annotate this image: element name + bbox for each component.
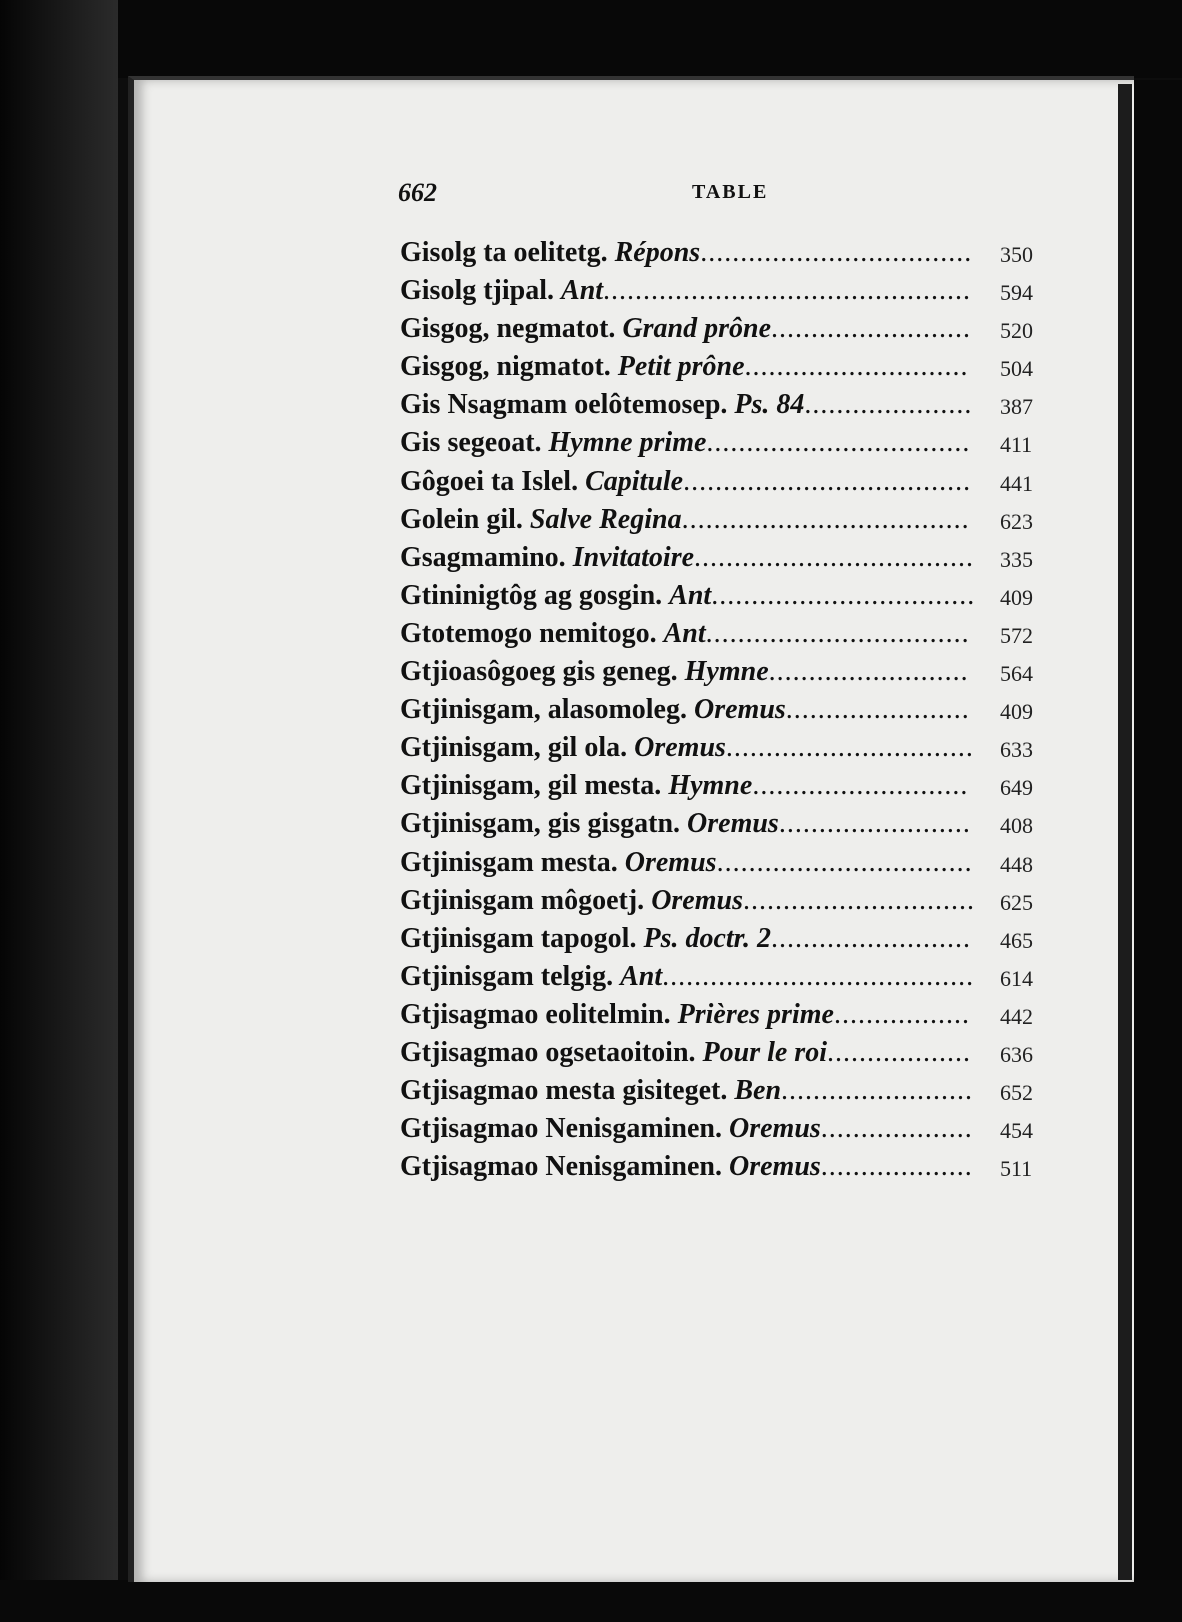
entry-reference: Oremus <box>687 808 779 840</box>
entry-title <box>400 958 974 996</box>
entry-page-number: 350 <box>1000 242 1033 267</box>
entry-page-number: 504 <box>1000 356 1033 382</box>
entry-page-number: 387 <box>1000 394 1033 420</box>
dot-leader: ......................... <box>768 656 969 688</box>
index-entry <box>400 272 1040 310</box>
entry-name: Gôgoei ta Islel. <box>400 465 579 497</box>
index-entry <box>400 844 1040 882</box>
entry-name: Gtjisagmao Nenisgaminen. <box>400 1151 722 1183</box>
entry-title <box>400 424 970 462</box>
dot-leader: .................................... <box>681 503 970 535</box>
entry-name: Gisolg tjipal. <box>400 275 555 307</box>
entry-title <box>400 1034 971 1072</box>
entry-page-number: 335 <box>1000 546 1033 572</box>
entry-page-number: 409 <box>1000 699 1033 725</box>
entry-reference: Ant <box>620 960 663 992</box>
entry-reference: Invitatoire <box>572 541 695 573</box>
entry-reference: Oremus <box>729 1151 821 1183</box>
entry-title <box>400 996 970 1034</box>
entry-title <box>400 501 970 539</box>
entry-page-number: 454 <box>1000 1118 1033 1144</box>
entry-page-number: 594 <box>1000 280 1033 306</box>
entry-title <box>400 882 975 920</box>
entry-name: Gis segeoat. <box>400 427 542 459</box>
dot-leader: ................................. <box>711 579 976 611</box>
dot-leader: .................................... <box>683 465 972 497</box>
index-entry <box>400 958 1040 996</box>
entry-title <box>400 539 974 577</box>
entry-name: Gtininigtôg ag gosgin. <box>400 579 663 611</box>
entry-reference: Ant <box>669 579 712 611</box>
index-entry <box>400 539 1040 577</box>
entry-name: Gtjinisgam telgig. <box>400 960 614 992</box>
page-gutter <box>1118 84 1132 1580</box>
entry-name: Gtjisagmao eolitelmin. <box>400 998 671 1030</box>
entry-title <box>400 767 968 805</box>
index-entry <box>400 1072 1040 1110</box>
entry-title <box>400 577 975 615</box>
page-number: 662 <box>398 178 437 207</box>
entry-name: Gtjinisgam, gis gisgatn. <box>400 808 681 840</box>
index-entry <box>400 386 1040 424</box>
entry-page-number: 649 <box>1000 775 1033 801</box>
dot-leader: ................. <box>833 998 970 1030</box>
dot-leader: .................................. <box>700 237 973 268</box>
index-entry <box>400 501 1040 539</box>
index-entry <box>400 1148 1040 1186</box>
dot-leader: ................................... <box>694 541 975 573</box>
entry-name: Gisolg ta oelitetg. <box>400 237 608 268</box>
dot-leader: ........................ <box>781 1075 974 1107</box>
entry-page-number: 614 <box>1000 965 1033 991</box>
entry-title <box>400 348 969 386</box>
entry-title <box>400 1110 973 1148</box>
dot-leader: ................................ <box>716 846 973 878</box>
dot-leader: ....................................... <box>662 960 975 992</box>
index-entry <box>400 882 1040 920</box>
entry-name: Gisgog, nigmatot. <box>400 351 611 383</box>
entry-reference: Salve Regina <box>529 503 682 535</box>
index-entry <box>400 805 1040 843</box>
entry-reference: Pour le roi <box>702 1036 827 1068</box>
entry-reference: Prières prime <box>677 998 834 1030</box>
entry-title <box>400 272 971 310</box>
entry-reference: Oremus <box>634 732 726 764</box>
running-head: TABLE <box>692 181 769 203</box>
entry-reference: Oremus <box>694 694 786 726</box>
index-entry <box>400 691 1040 729</box>
entry-page-number: 408 <box>1000 813 1033 839</box>
index-entry <box>400 920 1040 958</box>
entry-reference: Ps. 84 <box>734 389 805 421</box>
dot-leader: ................................. <box>706 427 971 459</box>
entry-page-number: 636 <box>1000 1041 1033 1067</box>
dot-leader: ............................... <box>725 732 974 764</box>
scan-top-border <box>0 0 1182 78</box>
entry-name: Gtjinisgam mesta. <box>400 846 618 878</box>
entry-page-number: 564 <box>1000 661 1033 687</box>
entry-reference: Oremus <box>729 1113 821 1145</box>
entry-title <box>400 386 972 424</box>
entry-name: Gtjinisgam, gil mesta. <box>400 770 662 802</box>
entry-title <box>400 844 973 882</box>
dot-leader: ..................... <box>804 389 973 421</box>
dot-leader: ....................... <box>785 694 970 726</box>
entry-name: Gtjisagmao ogsetaoitoin. <box>400 1036 696 1068</box>
entry-reference: Ant <box>561 275 604 307</box>
entry-name: Gtjisagmao mesta gisiteget. <box>400 1075 728 1107</box>
index-entry <box>400 729 1040 767</box>
entry-name: Gtjinisgam, gil ola. <box>400 732 628 764</box>
entry-name: Gtjioasôgoeg gis geneg. <box>400 656 678 688</box>
dot-leader: ......................... <box>771 922 972 954</box>
dot-leader: ................... <box>820 1151 973 1183</box>
dot-leader: ................... <box>820 1113 973 1145</box>
dot-leader: .............................................. <box>603 275 972 307</box>
scan-left-border <box>0 0 118 1622</box>
dot-leader: ......................... <box>771 313 972 345</box>
page-header <box>398 178 1008 214</box>
entry-reference: Ant <box>663 617 706 649</box>
dot-leader: ............................ <box>744 351 969 383</box>
entry-title <box>400 729 974 767</box>
index-entry <box>400 653 1040 691</box>
index-entry <box>400 767 1040 805</box>
dot-leader: ........................... <box>752 770 969 802</box>
dot-leader: ............................. <box>742 884 975 916</box>
entry-page-number: 465 <box>1000 927 1033 953</box>
entry-page-number: 633 <box>1000 737 1033 763</box>
entry-title <box>400 805 971 843</box>
entry-page-number: 652 <box>1000 1080 1033 1106</box>
dot-leader: ........................ <box>778 808 971 840</box>
entry-page-number: 448 <box>1000 851 1033 877</box>
entry-name: Gtjinisgam, alasomoleg. <box>400 694 687 726</box>
entry-page-number: 409 <box>1000 584 1033 610</box>
entry-reference: Petit prône <box>617 351 745 383</box>
entry-name: Gisgog, negmatot. <box>400 313 616 345</box>
dot-leader: .................. <box>827 1036 971 1068</box>
entry-name: Gis Nsagmam oelôtemosep. <box>400 389 728 421</box>
index-entry <box>400 424 1040 462</box>
entry-page-number: 441 <box>1000 470 1033 496</box>
entry-title <box>400 653 969 691</box>
entry-title <box>400 691 970 729</box>
entry-name: Gtjisagmao Nenisgaminen. <box>400 1113 722 1145</box>
scan-right-border <box>1132 80 1182 1622</box>
entry-title <box>400 310 971 348</box>
index-entry <box>400 1110 1040 1148</box>
entry-reference: Grand prône <box>622 313 772 345</box>
index-entry <box>400 463 1040 501</box>
entry-page-number: 572 <box>1000 622 1033 648</box>
entry-page-number: 511 <box>1000 1156 1033 1182</box>
entry-page-number: 625 <box>1000 889 1033 915</box>
index-entry <box>400 234 1040 272</box>
entry-title <box>400 463 971 501</box>
entry-name: Gsagmamino. <box>400 541 566 573</box>
entry-reference: Capitule <box>585 465 684 497</box>
entry-page-number: 442 <box>1000 1003 1033 1029</box>
entry-page-number: 520 <box>1000 318 1033 344</box>
entry-title <box>400 234 972 272</box>
dot-leader: ................................. <box>705 617 970 649</box>
index-entry <box>400 310 1040 348</box>
entry-reference: Répons <box>614 237 701 268</box>
index-entry <box>400 348 1040 386</box>
entry-reference: Hymne prime <box>548 427 707 459</box>
entry-title <box>400 1148 973 1186</box>
scan-bottom-border <box>0 1580 1182 1622</box>
entry-reference: Ps. doctr. 2 <box>643 922 772 954</box>
entry-page-number: 623 <box>1000 508 1033 534</box>
index-entry <box>400 615 1040 653</box>
entry-name: Gtjinisgam môgoetj. <box>400 884 645 916</box>
entry-name: Golein gil. <box>400 503 523 535</box>
index-entry <box>400 1034 1040 1072</box>
entry-reference: Ben <box>734 1075 782 1107</box>
entry-title <box>400 1072 973 1110</box>
entry-reference: Hymne <box>684 656 769 688</box>
index-entry <box>400 996 1040 1034</box>
index-entry <box>400 577 1040 615</box>
entry-reference: Oremus <box>624 846 717 878</box>
entry-name: Gtotemogo nemitogo. <box>400 617 657 649</box>
entry-reference: Oremus <box>651 884 743 916</box>
entry-page-number: 411 <box>1000 432 1033 458</box>
entry-reference: Hymne <box>668 770 753 802</box>
entry-title <box>400 920 971 958</box>
entry-title <box>400 615 970 653</box>
index-entries <box>400 234 1040 1186</box>
entry-name: Gtjinisgam tapogol. <box>400 922 637 954</box>
